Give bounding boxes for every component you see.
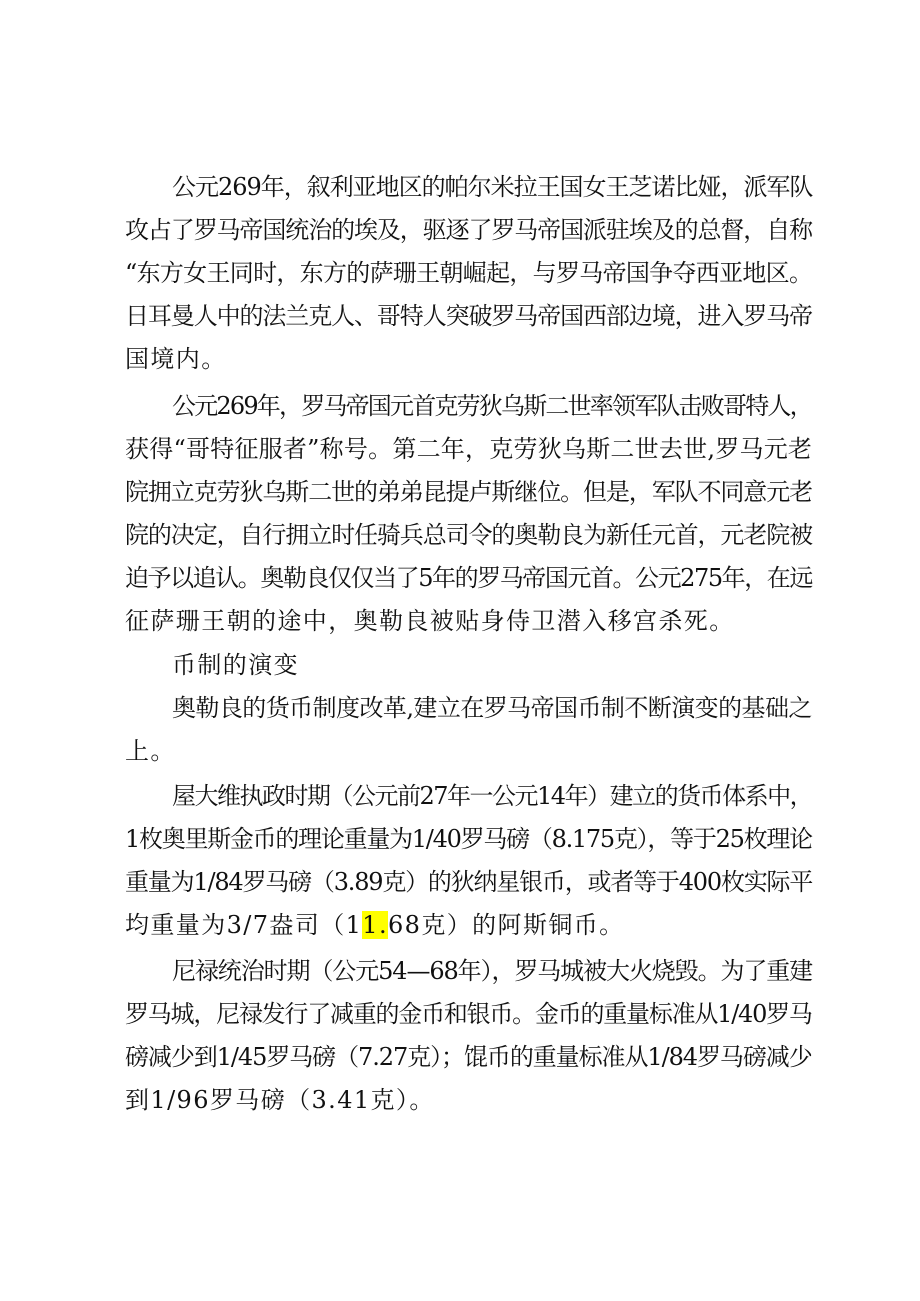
paragraph-2-line-3: 院拥立克劳狄乌斯二世的弟弟昆提卢斯继位。但是，军队不同意元老 bbox=[125, 478, 812, 506]
paragraph-1-line-3: “东方女王同时，东方的萨珊王朝崛起，与罗马帝国争夺西亚地区。 bbox=[125, 259, 813, 287]
paragraph-4-line-4 bbox=[125, 910, 625, 940]
paragraph-5-line-1: 尼禄统治时期（公元54—68年），罗马城被大火烧毁。为了重建 bbox=[172, 957, 813, 985]
paragraph-4-line-1: 屋大维执政时期（公元前27年一公元14年）建立的货币体系中， bbox=[172, 782, 813, 810]
paragraph-1-line-2: 攻占了罗马帝国统治的埃及，驱逐了罗马帝国派驻埃及的总督，自称 bbox=[125, 216, 812, 244]
paragraph-4-line-4-before: 均重量为3/7盎司（1 bbox=[125, 911, 363, 939]
paragraph-1-line-1: 公元269年，叙利亚地区的帕尔米拉王国女王芝诺比娅，派军队 bbox=[172, 173, 813, 201]
paragraph-2-line-2: 获得“哥特征服者”称号。第二年，克劳狄乌斯二世去世,罗马元老 bbox=[125, 435, 813, 463]
paragraph-2-line-4: 院的决定，自行拥立时任骑兵总司令的奥勒良为新任元首，元老院被 bbox=[125, 521, 812, 549]
paragraph-3-line-2: 上。 bbox=[125, 737, 176, 765]
paragraph-3-line-1: 奥勒良的货币制度改革,建立在罗马帝国币制不断演变的基础之 bbox=[172, 694, 812, 722]
paragraph-5-line-3: 磅减少到1/45罗马磅（7.27克）；馄币的重量标准从1/84罗马磅减少 bbox=[125, 1043, 812, 1071]
paragraph-1-line-4: 日耳曼人中的法兰克人、哥特人突破罗马帝国西部边境，进入罗马帝 bbox=[125, 302, 812, 330]
paragraph-1-line-5: 国境内。 bbox=[125, 345, 227, 373]
paragraph-4-line-4-after: 68克）的阿斯铜币。 bbox=[388, 911, 625, 939]
paragraph-2-line-5: 迫予以追认。奥勒良仅仅当了5年的罗马帝国元首。公元275年，在远 bbox=[125, 564, 812, 592]
paragraph-5-line-2: 罗马城，尼禄发行了减重的金币和银币。金币的重量标准从1/40罗马 bbox=[125, 1000, 812, 1028]
highlighted-text: 1. bbox=[362, 911, 388, 939]
paragraph-5-line-4: 到1/96罗马磅（3.41克）。 bbox=[125, 1086, 435, 1114]
section-heading: 币制的演变 bbox=[172, 651, 299, 679]
paragraph-2-line-6: 征萨珊王朝的途中，奥勒良被贴身侍卫潜入移宫杀死。 bbox=[125, 607, 735, 635]
paragraph-4-line-2: 1枚奥里斯金币的理论重量为1/40罗马磅（8.175克），等于25枚理论 bbox=[125, 825, 812, 853]
paragraph-4-line-3: 重量为1/84罗马磅（3.89克）的狄纳星银币，或者等于400枚实际平 bbox=[125, 868, 813, 896]
paragraph-2-line-1: 公元269年，罗马帝国元首克劳狄乌斯二世率领军队击败哥特人， bbox=[172, 392, 812, 420]
